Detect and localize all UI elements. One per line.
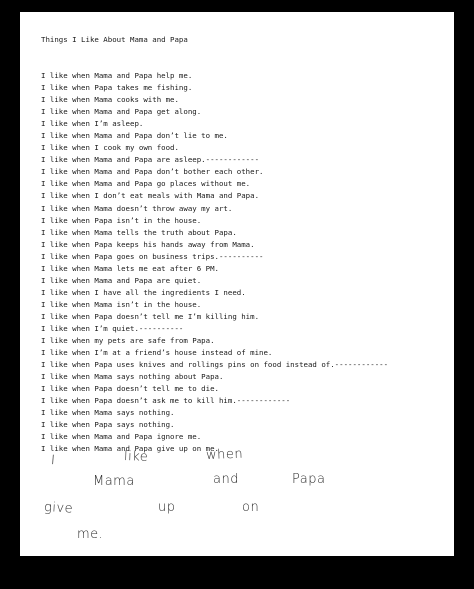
typed-line: I like when Mama says nothing about Papa. <box>41 372 224 382</box>
typed-line: I like when Mama and Papa give up on me. <box>41 444 219 454</box>
typed-line: I like when I don’t eat meals with Mama and Papa. <box>41 191 260 201</box>
handwritten-word: when <box>205 446 244 463</box>
typed-line: I like when Mama and Papa go places without me. <box>41 179 251 189</box>
typed-line: I like when Mama and Papa are quiet. <box>41 275 202 285</box>
typed-line: I like when Mama says nothing. <box>41 408 175 418</box>
typed-line: I like when Papa doesn’t tell me to die. <box>41 384 219 394</box>
handwritten-word: I <box>50 453 56 469</box>
typed-line: I like when Mama and Papa don’t lie to me. <box>41 131 228 141</box>
typed-line: I like when Papa takes me fishing. <box>41 83 193 93</box>
handwritten-word: like <box>123 449 149 465</box>
typed-line: I like when Mama and Papa are asleep.------------ <box>41 155 260 165</box>
typed-line: I like when Mama lets me eat after 6 PM. <box>41 263 219 273</box>
typed-line: I like when I’m asleep. <box>41 119 144 129</box>
typed-line: I like when Papa uses knives and rollings pins on food instead of.------------ <box>41 360 389 370</box>
typed-line: I like when Papa says nothing. <box>41 420 175 430</box>
handwritten-word: Mama <box>93 474 135 489</box>
typed-line: I like when my pets are safe from Papa. <box>41 336 215 346</box>
typed-line: I like when Papa doesn’t ask me to kill him.------------ <box>41 396 291 406</box>
typed-line: I like when I cook my own food. <box>41 143 179 153</box>
handwritten-word: give <box>43 500 74 517</box>
typed-line: I like when I’m at a friend’s house instead of mine. <box>41 348 273 358</box>
typed-line: I like when Mama isn’t in the house. <box>41 299 202 309</box>
typed-line: I like when Mama cooks with me. <box>41 95 179 105</box>
handwritten-word: Papa <box>292 472 326 487</box>
handwritten-word: on <box>242 500 260 515</box>
typed-line: I like when Papa isn’t in the house. <box>41 215 202 225</box>
handwritten-word: me. <box>77 527 104 542</box>
typed-line: I like when Papa goes on business trips.---------- <box>41 251 264 261</box>
document-page <box>20 12 454 556</box>
typed-line: I like when Papa doesn’t tell me I’m killing him. <box>41 311 260 321</box>
handwritten-word: and <box>213 472 239 487</box>
typed-lines-list <box>41 70 388 456</box>
typed-line: I like when I have all the ingredients I need. <box>41 287 246 297</box>
typed-line: I like when Mama doesn’t throw away my art. <box>41 203 233 213</box>
typed-line: I like when Mama and Papa get along. <box>41 107 202 117</box>
typed-line: I like when I’m quiet.---------- <box>41 323 184 333</box>
typed-line: I like when Mama and Papa ignore me. <box>41 432 202 442</box>
typed-line: I like when Mama and Papa help me. <box>41 71 193 80</box>
typed-line: I like when Mama and Papa don’t bother each other. <box>41 167 264 177</box>
typed-line: I like when Papa keeps his hands away from Mama. <box>41 239 255 249</box>
typed-line: I like when Mama tells the truth about Papa. <box>41 227 237 237</box>
handwritten-word: up <box>158 500 176 515</box>
document-title: Things I Like About Mama and Papa <box>41 35 188 44</box>
